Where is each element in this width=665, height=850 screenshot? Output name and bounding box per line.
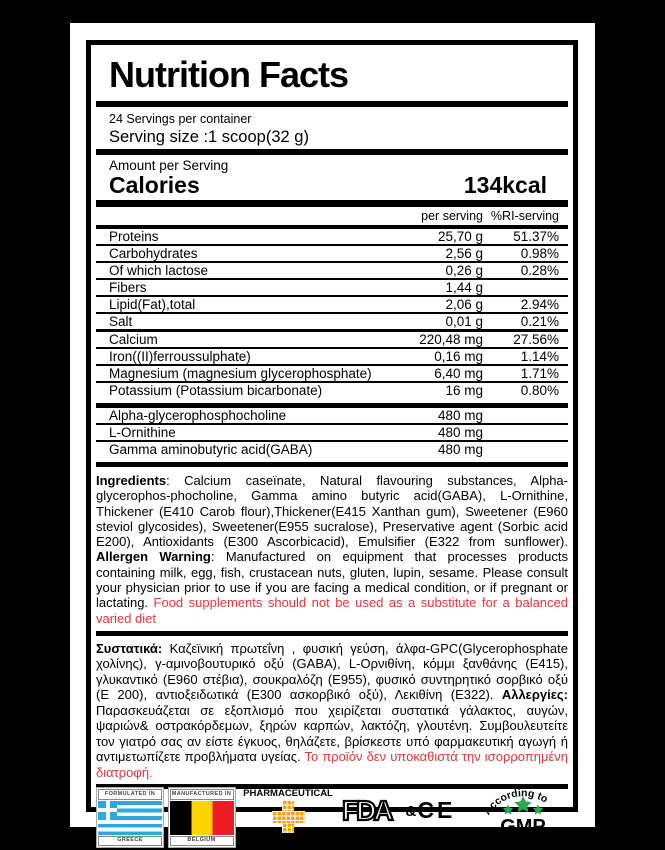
pharmaceutical-label: PHARMACEUTICAL xyxy=(243,788,333,800)
divider xyxy=(96,101,568,107)
greece-flag-cross xyxy=(98,801,117,820)
nutrient-name: Salt xyxy=(109,314,133,329)
process-label: PROCESS xyxy=(508,842,538,847)
nutrition-facts-box xyxy=(86,40,578,848)
table-row xyxy=(96,280,568,297)
fda-ce-registered-badge xyxy=(341,795,475,841)
greece-flag-icon xyxy=(98,801,162,835)
servings-per-container: 24 Servings per container xyxy=(109,112,252,126)
nutrient-amount: 1,44 g xyxy=(445,280,483,295)
col-ri-serving: %RI-serving xyxy=(490,209,559,223)
amount-per-serving-label: Amount per Serving xyxy=(109,158,229,173)
nutrient-amount: 2,56 g xyxy=(445,246,483,261)
nutrient-amount: 2,06 g xyxy=(445,297,483,312)
table-row xyxy=(96,297,568,314)
nutrient-ri: 0.80% xyxy=(520,383,559,398)
nutrition-facts-title: Nutrition Facts xyxy=(109,54,349,95)
nutrient-name: L-Ornithine xyxy=(109,425,176,440)
belgium-flag-icon xyxy=(170,801,234,835)
registered-label: REGISTERED xyxy=(340,824,440,841)
col-per-serving: per serving xyxy=(421,209,483,223)
nutrient-ri: 27.56% xyxy=(513,332,559,347)
ingredients-label-greek: Συστατικά: xyxy=(96,640,163,656)
calories-value: 134kcal xyxy=(463,172,547,198)
nutrient-amount: 0,26 g xyxy=(445,263,483,278)
good-manufacture-label: GOOD MANUFACTURE xyxy=(489,836,557,843)
supplement-disclaimer-greek: Το προϊόν δεν υποκαθιστά την ισορροπημένη διατροφή. xyxy=(96,749,568,780)
table-row xyxy=(96,383,568,400)
greece-label: GREECE xyxy=(98,836,162,847)
formulated-in-greece-badge xyxy=(96,787,164,848)
pharmacy-cross-icon xyxy=(272,800,305,833)
table-row xyxy=(96,425,568,442)
pharmaceutical-grade-badge xyxy=(239,788,337,847)
table-row xyxy=(96,314,568,332)
nutrient-ri: 1.14% xyxy=(520,349,559,364)
nutrient-ri: 0.28% xyxy=(520,263,559,278)
nutrient-amount: 25,70 g xyxy=(437,229,483,244)
nutrient-name: Alpha-glycerophosphocholine xyxy=(109,408,287,423)
label-panel xyxy=(70,23,595,848)
ampersand: & xyxy=(405,803,417,821)
nutrient-ri: 2.94% xyxy=(520,297,559,312)
nutrient-name: Gamma aminobutyric acid(GABA) xyxy=(109,442,313,457)
divider xyxy=(96,149,568,155)
table-row xyxy=(96,349,568,366)
supplement-disclaimer-en: Food supplements should not be used as a substitute for a balanced varied diet xyxy=(96,595,568,626)
ingredients-text: : Calcium caseïnate, Natural flavouring substances, Alpha-glycerophos-phocholine, Gamma amino butyric acid(GABA), L-Ornithine, Thickener (E410 Carob flour),Thickener(E415 Xanthan gum), Sweetener (E960 steviol glycosides), Sweetener(E955 sucralose), Preservative agent (Sorbic acid E200), Antioxidants (E300 Ascorbicacid), Emulsifier (E322 from sunflower). xyxy=(96,473,568,550)
ingredients-label: Ingredients xyxy=(96,473,167,488)
gmp-star-icon xyxy=(533,805,543,815)
table-row xyxy=(96,332,568,349)
nutrient-amount: 0,01 g xyxy=(445,314,483,329)
table-row xyxy=(96,229,568,246)
gmp-text: GMP xyxy=(500,816,546,839)
nutrient-amount: 480 mg xyxy=(437,408,483,423)
nutrient-name: Potassium (Potassium bicarbonate) xyxy=(109,383,323,398)
allergies-label-greek: Αλλεργίες: xyxy=(501,687,568,703)
calories-row xyxy=(109,174,547,197)
manufactured-in-belgium-badge xyxy=(168,787,236,848)
nutrient-ri: 0.98% xyxy=(520,246,559,261)
nutrient-name: Carbohydrates xyxy=(109,246,198,261)
table-header-row xyxy=(96,209,568,225)
allergies-text-greek: Παρασκευάζεται σε εξοπλισμό που χειρίζεται συστατικά γάλακτος, αυγών, ψαριών& οστρακόρδεμων, ξηρών καρπών, λακτόζη, γλουτένη. Συμβουλευτείτε τον γιατρό σας αν είστε έγκυος, θηλάζετε, βρίσκεστε υπό φαρμακευτική αγωγή ή αντιμετωπίζετε προβλήματα υγείας. xyxy=(96,702,568,765)
nutrient-amount: 0,16 mg xyxy=(434,349,483,364)
nutrient-name: Iron((II)ferroussulphate) xyxy=(109,349,251,364)
divider xyxy=(96,200,568,207)
gmp-badge-icon xyxy=(478,789,568,846)
ce-mark-icon: CE xyxy=(417,797,456,824)
allergen-warning-label: Allergen Warning xyxy=(96,549,211,565)
table-row xyxy=(96,366,568,383)
divider xyxy=(96,462,568,467)
nutrient-name: Lipid(Fat),total xyxy=(109,297,196,312)
table-row xyxy=(96,246,568,263)
ingredients-text-greek: Καζεϊνική πρωτεΐνη , φυσική γεύση, άλφα-GPC(Glycerophosphate χολίνης), γ-αμινοβουτυρικό οξύ (GABA), L-Ορνιθίνη, κόμμι ξανθάνης (Ε415), γλυκαντικό (Ε960 στέβια), σουκραλόζη (Ε955), φυσικό συντηρητικό σορβικό οξύ (Ε 200), αντιοξειδωτικά (Ε300 ασκορβικό οξύ), Λεκιθίνη (Ε322). xyxy=(96,640,568,703)
nutrient-name: Proteins xyxy=(109,229,159,244)
table-row xyxy=(96,408,568,425)
fda-text: FDA xyxy=(341,794,391,826)
nutrient-ri: 1.71% xyxy=(520,366,559,381)
nutrient-name: Calcium xyxy=(109,332,158,347)
nutrient-amount: 480 mg xyxy=(437,425,483,440)
nutrient-amount: 16 mg xyxy=(445,383,483,398)
manufactured-in-label: MANUFACTURED IN xyxy=(170,789,234,800)
serving-size: Serving size :1 scoop(32 g) xyxy=(109,128,309,146)
nutrient-name: Fibers xyxy=(109,280,147,295)
nutrient-name: Of which lactose xyxy=(109,263,209,278)
nutrient-amount: 220,48 mg xyxy=(419,332,483,347)
ingredients-paragraph-greek xyxy=(96,641,568,781)
ingredients-paragraph xyxy=(96,473,568,626)
fda-logo-icon xyxy=(341,795,405,825)
nutrient-ri: 51.37% xyxy=(513,229,559,244)
allergen-warning-text: : Manufactured on equipment that processes products containing milk, egg, fish, crustacean nuts, gluten, lupin, sesame. Please consult your physician prior to use if you are facing a medical condition, or if pregnant or lactating. xyxy=(96,549,568,611)
nutrient-ri: 0.21% xyxy=(520,314,559,329)
nutrient-name: Magnesium (magnesium glycerophosphate) xyxy=(109,366,372,381)
nutrient-amount: 480 mg xyxy=(437,442,483,457)
formulated-in-label: FORMULATED IN xyxy=(98,789,162,800)
calories-label: Calories xyxy=(109,172,200,198)
certification-logos-row xyxy=(96,789,568,846)
grade-label: GRADE xyxy=(264,833,312,848)
according-to-arc-text: According to xyxy=(481,789,550,818)
gmp-star-icon xyxy=(503,805,513,815)
nutrient-amount: 6,40 mg xyxy=(434,366,483,381)
belgium-label: BELGIUM xyxy=(170,836,234,847)
table-row xyxy=(96,263,568,280)
divider xyxy=(96,631,568,636)
table-row xyxy=(96,442,568,459)
